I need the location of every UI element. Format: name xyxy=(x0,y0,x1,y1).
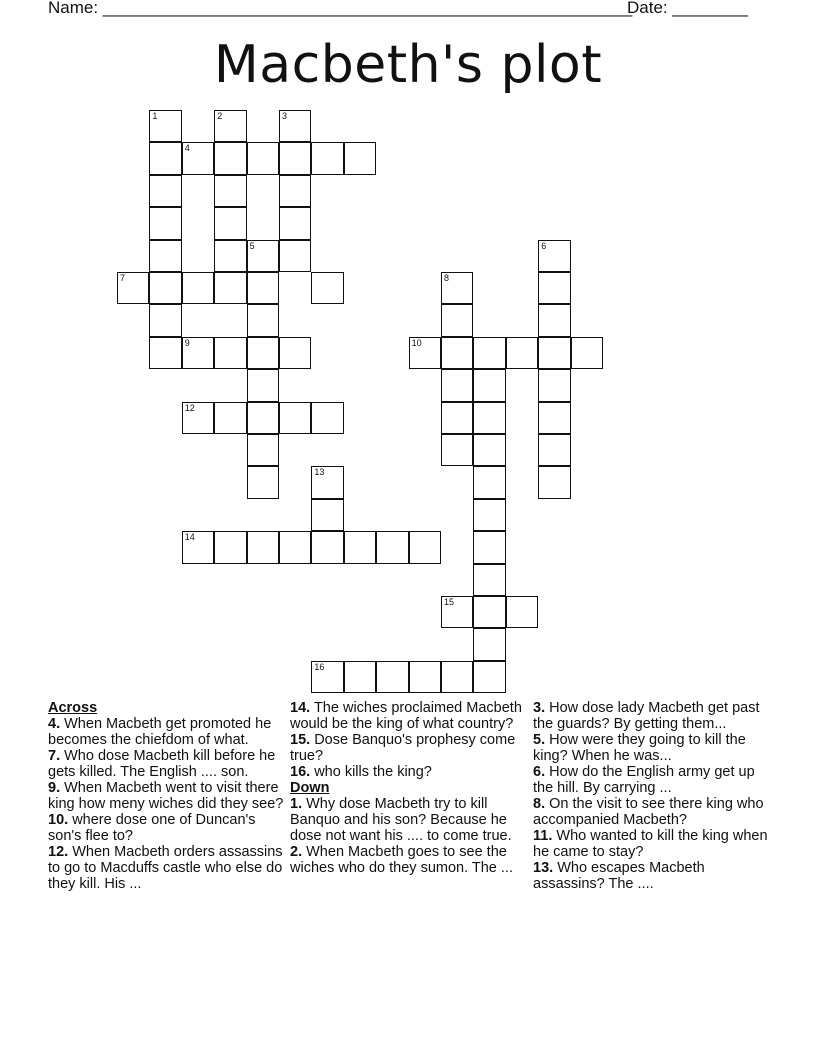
crossword-cell[interactable] xyxy=(214,142,246,174)
crossword-cell[interactable] xyxy=(182,272,214,304)
crossword-cell[interactable] xyxy=(311,499,343,531)
crossword-cell[interactable] xyxy=(473,499,505,531)
crossword-cell[interactable] xyxy=(441,337,473,369)
crossword-cell[interactable] xyxy=(506,596,538,628)
clue-across-14: 14. The wiches proclaimed Macbeth would be the king of what country? xyxy=(290,700,522,732)
clue-across-9: 9. When Macbeth went to visit there king how meny wiches did they see? xyxy=(48,780,284,812)
crossword-cell[interactable] xyxy=(247,142,279,174)
crossword-cell[interactable] xyxy=(279,240,311,272)
cell-number: 3 xyxy=(282,111,288,121)
cell-number: 16 xyxy=(314,661,325,672)
crossword-cell[interactable] xyxy=(214,207,246,239)
crossword-cell[interactable] xyxy=(149,337,181,369)
crossword-cell[interactable] xyxy=(149,304,181,336)
cell-number: 1 xyxy=(152,111,158,121)
clues-section xyxy=(0,700,816,1000)
crossword-cell[interactable] xyxy=(473,564,505,596)
crossword-cell[interactable] xyxy=(149,207,181,239)
clue-across-12: 12. When Macbeth orders assassins to go to Macduffs castle who else do they kill. His ... xyxy=(48,844,283,892)
crossword-cell[interactable] xyxy=(344,531,376,563)
cell-number: 2 xyxy=(217,111,223,121)
crossword-cell[interactable] xyxy=(473,337,505,369)
cell-number: 4 xyxy=(184,143,190,154)
crossword-cell[interactable] xyxy=(473,402,505,434)
crossword-cell[interactable] xyxy=(247,304,279,336)
crossword-cell[interactable] xyxy=(247,402,279,434)
crossword-cell[interactable] xyxy=(149,110,181,142)
crossword-cell[interactable] xyxy=(538,402,570,434)
crossword-cell[interactable] xyxy=(214,240,246,272)
crossword-cell[interactable] xyxy=(311,466,343,498)
crossword-cell[interactable] xyxy=(214,175,246,207)
clues-column-2 xyxy=(290,700,526,876)
crossword-cell[interactable] xyxy=(247,434,279,466)
across-heading: Across xyxy=(48,700,98,716)
crossword-cell[interactable] xyxy=(441,304,473,336)
cell-number: 15 xyxy=(444,597,455,607)
clue-across-10: 10. where dose one of Duncan's son's flee to? xyxy=(48,812,256,844)
crossword-cell[interactable] xyxy=(473,531,505,563)
crossword-cell[interactable] xyxy=(311,272,343,304)
crossword-cell[interactable] xyxy=(279,337,311,369)
crossword-cell[interactable] xyxy=(279,175,311,207)
date-field-label[interactable]: Date: ________ xyxy=(627,0,748,17)
page-title: Macbeth's plot xyxy=(213,35,603,95)
crossword-cell[interactable] xyxy=(473,434,505,466)
clue-down-6: 6. How do the English army get up the hill. By carrying ... xyxy=(533,764,755,796)
crossword-cell[interactable] xyxy=(311,142,343,174)
crossword-cell[interactable] xyxy=(182,531,214,563)
clue-down-13: 13. Who escapes Macbeth assassins? The .... xyxy=(533,860,705,892)
clue-down-8: 8. On the visit to see there king who accompanied Macbeth? xyxy=(533,796,764,828)
crossword-cell[interactable] xyxy=(311,661,343,693)
crossword-cell[interactable] xyxy=(182,402,214,434)
crossword-cell[interactable] xyxy=(538,304,570,336)
crossword-cell[interactable] xyxy=(214,110,246,142)
crossword-cell[interactable] xyxy=(311,531,343,563)
clue-down-5: 5. How were they going to kill the king? When he was... xyxy=(533,732,746,764)
crossword-cell[interactable] xyxy=(376,531,408,563)
crossword-cell[interactable] xyxy=(506,337,538,369)
crossword-cell[interactable] xyxy=(409,531,441,563)
cell-number: 13 xyxy=(314,467,325,478)
crossword-cell[interactable] xyxy=(538,369,570,401)
crossword-cell[interactable] xyxy=(538,434,570,466)
crossword-cell[interactable] xyxy=(441,661,473,693)
cell-number: 5 xyxy=(249,240,255,251)
crossword-cell[interactable] xyxy=(311,402,343,434)
crossword-cell[interactable] xyxy=(279,402,311,434)
crossword-cell[interactable] xyxy=(149,272,181,304)
crossword-cell[interactable] xyxy=(441,596,473,628)
crossword-cell[interactable] xyxy=(247,466,279,498)
cell-number: 10 xyxy=(411,337,422,348)
crossword-cell[interactable] xyxy=(149,142,181,174)
crossword-cell[interactable] xyxy=(473,369,505,401)
crossword-cell[interactable] xyxy=(214,337,246,369)
crossword-cell[interactable] xyxy=(409,661,441,693)
crossword-cell[interactable] xyxy=(247,337,279,369)
crossword-cell[interactable] xyxy=(279,110,311,142)
clue-down-3: 3. How dose lady Macbeth get past the guards? By getting them... xyxy=(533,700,760,732)
crossword-cell[interactable] xyxy=(441,434,473,466)
crossword-cell[interactable] xyxy=(473,596,505,628)
clue-down-1: 1. Why dose Macbeth try to kill Banquo and his son? Because he dose not want his .... to come true. xyxy=(290,796,512,844)
down-heading: Down xyxy=(290,780,330,796)
crossword-cell[interactable] xyxy=(182,142,214,174)
crossword-cell[interactable] xyxy=(473,466,505,498)
header-line xyxy=(0,0,816,22)
crossword-cell[interactable] xyxy=(376,661,408,693)
crossword-cell[interactable] xyxy=(409,337,441,369)
crossword-cell[interactable] xyxy=(247,369,279,401)
crossword-cell[interactable] xyxy=(441,369,473,401)
crossword-cell[interactable] xyxy=(279,207,311,239)
crossword-cell[interactable] xyxy=(247,240,279,272)
crossword-cell[interactable] xyxy=(538,240,570,272)
crossword-cell[interactable] xyxy=(247,272,279,304)
crossword-cell[interactable] xyxy=(441,272,473,304)
crossword-cell[interactable] xyxy=(149,240,181,272)
cell-number: 8 xyxy=(444,273,450,283)
crossword-cell[interactable] xyxy=(214,272,246,304)
clue-down-11: 11. Who wanted to kill the king when he came to stay? xyxy=(533,828,768,860)
crossword-cell[interactable] xyxy=(182,337,214,369)
cell-number: 9 xyxy=(184,337,190,348)
crossword-cell[interactable] xyxy=(279,531,311,563)
crossword-cell[interactable] xyxy=(214,531,246,563)
cell-number: 7 xyxy=(120,273,126,283)
crossword-cell[interactable] xyxy=(214,402,246,434)
crossword-cell[interactable] xyxy=(538,272,570,304)
crossword-cell[interactable] xyxy=(538,337,570,369)
clue-across-4: 4. When Macbeth get promoted he becomes the chiefdom of what. xyxy=(48,716,272,748)
clues-column-1 xyxy=(48,700,284,892)
clue-down-2: 2. When Macbeth goes to see the wiches who do they sumon. The ... xyxy=(290,844,513,876)
crossword-cell[interactable] xyxy=(117,272,149,304)
crossword-cell[interactable] xyxy=(279,142,311,174)
crossword-cell[interactable] xyxy=(344,142,376,174)
crossword-cell[interactable] xyxy=(538,466,570,498)
clue-across-15: 15. Dose Banquo's prophesy come true? xyxy=(290,732,516,764)
crossword-cell[interactable] xyxy=(473,661,505,693)
cell-number: 14 xyxy=(184,532,195,543)
name-field-label[interactable]: Name: ________________________________________________________ xyxy=(48,0,633,17)
clues-column-3 xyxy=(533,700,769,892)
crossword-cell[interactable] xyxy=(571,337,603,369)
cell-number: 6 xyxy=(541,240,547,251)
crossword-cell[interactable] xyxy=(149,175,181,207)
crossword-cell[interactable] xyxy=(344,661,376,693)
crossword-cell[interactable] xyxy=(247,531,279,563)
crossword-cell[interactable] xyxy=(441,402,473,434)
clue-across-7: 7. Who dose Macbeth kill before he gets killed. The English .... son. xyxy=(48,748,276,780)
clue-across-16: 16. who kills the king? xyxy=(290,764,432,780)
crossword-cell[interactable] xyxy=(473,628,505,660)
cell-number: 12 xyxy=(184,402,195,413)
